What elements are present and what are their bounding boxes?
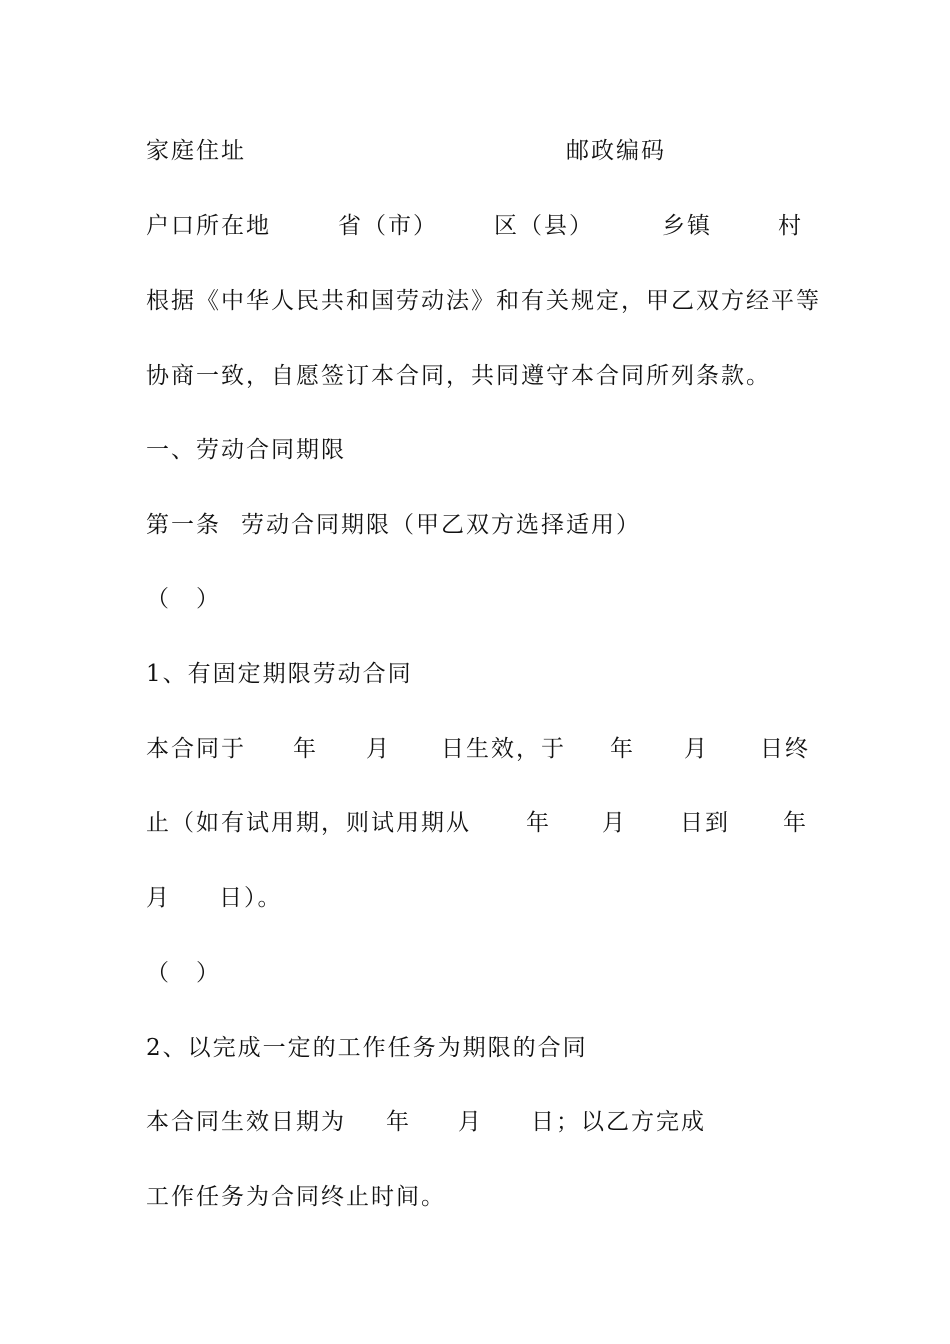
- option-2-line1-prefix: 本合同生效日期为: [146, 1109, 346, 1135]
- article-1-label: 第一条: [146, 512, 221, 538]
- postcode-label: 邮政编码: [566, 138, 666, 164]
- option-1-line2-year: 年: [526, 810, 551, 836]
- hukou-village-label: 村: [778, 213, 803, 239]
- option-1-line2-year2: 年: [783, 810, 808, 836]
- preamble-line-1: 根据《中华人民共和国劳动法》和有关规定，甲乙双方经平等: [146, 288, 821, 314]
- option-1-line3-month: 月: [146, 885, 171, 911]
- option-1-line1-prefix: 本合同于: [146, 736, 246, 762]
- option-1-line1-year2: 年: [610, 736, 635, 762]
- option-1-line1-year: 年: [293, 736, 318, 762]
- option-1-line1-month: 月: [366, 736, 391, 762]
- option-2-checkbox[interactable]: （ ）: [146, 960, 221, 986]
- option-2-line1-day-suffix: 日；以乙方完成: [531, 1109, 706, 1135]
- option-1-line2-month: 月: [602, 810, 627, 836]
- option-1-line2-prefix: 止（如有试用期，则试用期从: [146, 810, 471, 836]
- option-1-title: 1、有固定期限劳动合同: [146, 661, 413, 687]
- hukou-label: 户口所在地: [146, 213, 271, 239]
- preamble-line-2: 协商一致，自愿签订本合同，共同遵守本合同所列条款。: [146, 363, 771, 389]
- hukou-district-label: 区（县）: [494, 213, 594, 239]
- option-2-title: 2、以完成一定的工作任务为期限的合同: [146, 1035, 588, 1061]
- option-1-line1-month2: 月: [684, 736, 709, 762]
- option-1-checkbox[interactable]: （ ）: [146, 586, 221, 612]
- home-address-label: 家庭住址: [146, 138, 246, 164]
- option-2-line1-year: 年: [386, 1109, 411, 1135]
- hukou-province-label: 省（市）: [338, 213, 438, 239]
- option-1-line3-day-close: 日）。: [219, 885, 283, 911]
- option-2-line1-month: 月: [458, 1109, 483, 1135]
- article-1-title: 劳动合同期限（甲乙双方选择适用）: [241, 512, 641, 538]
- hukou-town-label: 乡镇: [662, 213, 712, 239]
- section-title: 一、劳动合同期限: [146, 437, 346, 463]
- option-1-line2-day-to: 日到: [680, 810, 730, 836]
- option-1-line1-day-end: 日终: [760, 736, 810, 762]
- option-1-line1-day-effective: 日生效，于: [441, 736, 566, 762]
- option-2-line2: 工作任务为合同终止时间。: [146, 1184, 446, 1210]
